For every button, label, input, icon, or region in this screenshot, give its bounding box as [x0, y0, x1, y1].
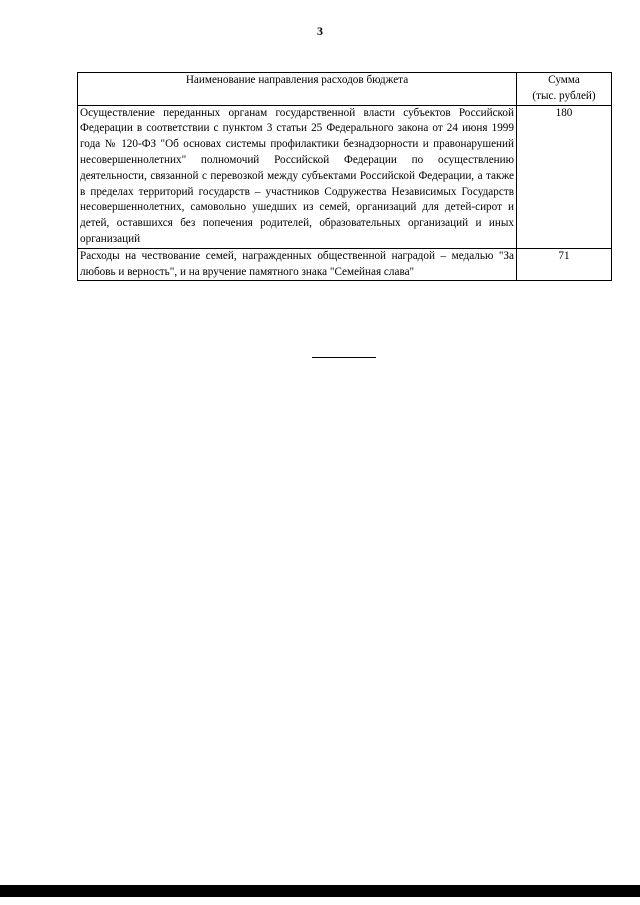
budget-expenses-table — [77, 72, 612, 281]
row-expense-name: Расходы на чествование семей, награжденных общественной наградой – медалью "За любовь и верность", и на вручение памятного знака "Семейная слава" — [78, 248, 517, 281]
row-expense-amount: 180 — [517, 105, 612, 248]
row-expense-amount: 71 — [517, 248, 612, 281]
table-header-row — [78, 73, 612, 106]
scan-bottom-edge — [0, 885, 640, 897]
table-row — [78, 248, 612, 281]
column-header-amount — [517, 73, 612, 106]
column-header-amount-title: Сумма — [548, 74, 580, 86]
table-row — [78, 105, 612, 248]
section-divider — [312, 357, 376, 358]
row-expense-name: Осуществление переданных органам государственной власти субъектов Российской Федерации в соответствии с пунктом 3 статьи 25 Федерального закона от 24 июня 1999 года № 120-ФЗ "Об основах системы профилактики безнадзорности и правонарушений несовершеннолетних" полномочий Российской Федерации по осуществлению деятельности, связанной с перевозкой между субъектами Российской Федерации, а также в пределах территорий государств – участников Содружества Независимых Государств несовершеннолетних, самовольно ушедших из семей, организаций для детей-сирот и детей, оставшихся без попечения родителей, образовательных организаций и иных организаций — [78, 105, 517, 248]
column-header-name: Наименование направления расходов бюджета — [78, 73, 517, 106]
column-header-amount-unit: (тыс. рублей) — [532, 89, 596, 102]
page-number: 3 — [317, 24, 323, 38]
